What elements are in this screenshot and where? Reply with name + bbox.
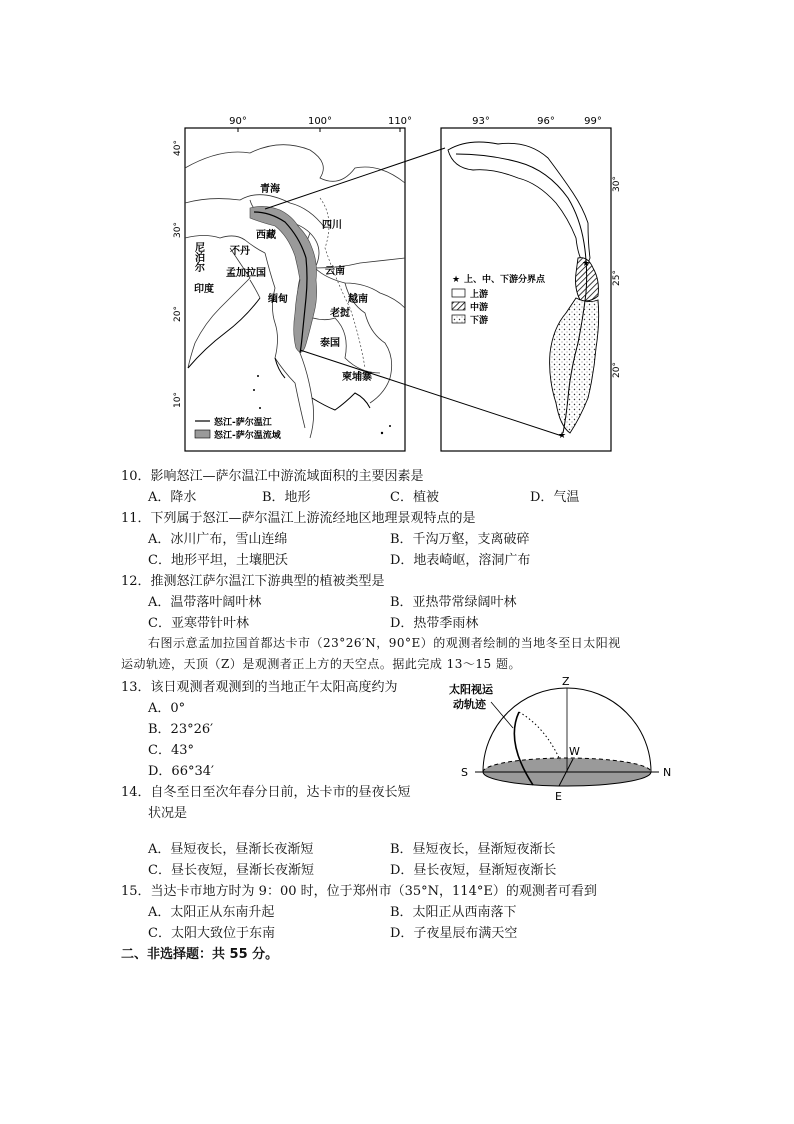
question-11-stem: 11．下列属于怒江—萨尔温江上游流经地区地理景观特点的是 bbox=[121, 511, 476, 526]
label-vietnam: 越南 bbox=[348, 294, 368, 305]
label-e: E bbox=[555, 790, 562, 803]
label-thailand: 泰国 bbox=[320, 338, 340, 349]
question-12-stem: 12．推测怒江萨尔温江下游典型的植被类型是 bbox=[121, 574, 385, 589]
right-lon-tick-93: 93° bbox=[472, 116, 490, 127]
question-14-option-b[interactable]: B．昼短夜长，昼渐短夜渐长 bbox=[390, 842, 556, 857]
label-w: W bbox=[569, 745, 580, 758]
question-12-option-d[interactable]: D．热带季雨林 bbox=[390, 616, 479, 631]
question-10-stem: 10．影响怒江—萨尔温江中游流域面积的主要因素是 bbox=[121, 469, 424, 484]
label-nepal: 尼泊尔 bbox=[192, 242, 204, 272]
section-2-heading: 二、非选择题：共 55 分。 bbox=[121, 947, 279, 962]
label-cambodia: 柬埔寨 bbox=[342, 372, 372, 383]
left-lat-tick-30: 30° bbox=[173, 222, 183, 238]
upper-reach-area bbox=[448, 142, 590, 268]
question-13-option-c[interactable]: C．43° bbox=[148, 743, 194, 758]
left-lon-tick-100: 100° bbox=[307, 116, 333, 127]
question-14-option-c[interactable]: C．昼长夜短，昼渐长夜渐短 bbox=[148, 863, 314, 878]
left-lat-tick-40: 40° bbox=[173, 140, 183, 156]
legend-river: 怒江-萨尔温江 bbox=[214, 418, 272, 428]
label-myanmar: 缅甸 bbox=[268, 294, 288, 305]
intro-line-2: 运动轨迹，天顶（Z）是观测者正上方的天空点。据此完成 13～15 题。 bbox=[121, 657, 522, 671]
question-13-option-b[interactable]: B．23°26′ bbox=[148, 722, 214, 737]
question-12-option-a[interactable]: A．温带落叶阔叶林 bbox=[148, 595, 262, 610]
left-lon-tick-110: 110° bbox=[387, 116, 413, 127]
sun-path-label-line-2: 动轨迹 bbox=[453, 698, 486, 711]
right-lat-tick-30: 30° bbox=[612, 176, 622, 192]
label-xizang: 西藏 bbox=[256, 230, 276, 241]
label-n: N bbox=[663, 766, 672, 779]
left-lat-tick-10: 10° bbox=[173, 392, 183, 408]
question-15-option-c[interactable]: C．太阳大致位于东南 bbox=[148, 926, 275, 941]
label-sichuan: 四川 bbox=[322, 220, 342, 231]
sun-path-hidden bbox=[519, 712, 560, 760]
label-yunnan: 云南 bbox=[325, 266, 345, 277]
legend-boundary-point: 上、中、下游分界点 bbox=[464, 275, 546, 285]
question-12-option-c[interactable]: C．亚寒带针叶林 bbox=[148, 616, 249, 631]
question-15-stem: 15．当达卡市地方时为 9：00 时，位于郑州市（35°N，114°E）的观测者可看到 bbox=[121, 884, 597, 899]
horizon-plane bbox=[483, 772, 651, 786]
sun-path-diagram bbox=[445, 672, 690, 812]
question-10-option-a[interactable]: A．降水 bbox=[148, 490, 197, 505]
legend-upper: 上游 bbox=[470, 290, 489, 300]
sun-path-label-line-1: 太阳视运 bbox=[449, 683, 493, 696]
label-bangladesh: 孟加拉国 bbox=[226, 268, 266, 279]
question-14-stem-line-2: 状况是 bbox=[148, 806, 188, 821]
legend-lower: 下游 bbox=[470, 316, 489, 326]
question-14-stem-line-1: 14．自冬至日至次年春分日前，达卡市的昼夜长短 bbox=[121, 785, 411, 800]
right-lat-tick-25: 25° bbox=[612, 270, 622, 286]
left-lat-tick-20: 20° bbox=[173, 306, 183, 322]
right-map bbox=[438, 108, 638, 458]
question-14-option-a[interactable]: A．昼短夜长，昼渐长夜渐短 bbox=[148, 842, 314, 857]
question-15-option-a[interactable]: A．太阳正从东南升起 bbox=[148, 905, 275, 920]
label-bhutan: 不丹 bbox=[230, 246, 250, 257]
question-10-option-c[interactable]: C．植被 bbox=[390, 490, 439, 505]
left-lon-tick-90: 90° bbox=[229, 116, 247, 127]
label-qinghai: 青海 bbox=[260, 184, 280, 195]
question-14-option-d[interactable]: D．昼长夜短，昼渐短夜渐长 bbox=[390, 863, 557, 878]
label-laos: 老挝 bbox=[330, 308, 350, 319]
right-lat-tick-20: 20° bbox=[612, 362, 622, 378]
question-10-option-d[interactable]: D．气温 bbox=[530, 490, 580, 505]
legend-middle: 中游 bbox=[470, 303, 489, 313]
question-10-option-b[interactable]: B．地形 bbox=[262, 490, 311, 505]
legend-star-icon: ★ bbox=[452, 275, 461, 285]
question-13-stem: 13．该日观测者观测到的当地正午太阳高度约为 bbox=[121, 680, 398, 695]
right-lon-tick-99: 99° bbox=[584, 116, 602, 127]
question-11-option-a[interactable]: A．冰川广布，雪山连绵 bbox=[148, 532, 288, 547]
question-15-option-d[interactable]: D．子夜星辰布满天空 bbox=[390, 926, 518, 941]
label-s: S bbox=[461, 766, 468, 779]
question-13-option-a[interactable]: A．0° bbox=[148, 701, 186, 716]
boundary-star-2: ★ bbox=[558, 431, 567, 441]
intro-line-1: 右图示意孟加拉国首都达卡市（23°26′N，90°E）的观测者绘制的当地冬至日太阳视 bbox=[148, 636, 621, 650]
lower-reach-area bbox=[550, 298, 599, 433]
question-13-option-d[interactable]: D．66°34′ bbox=[148, 764, 214, 779]
question-11-option-d[interactable]: D．地表崎岖，溶洞广布 bbox=[390, 553, 531, 568]
right-lon-tick-96: 96° bbox=[537, 116, 555, 127]
question-15-option-b[interactable]: B．太阳正从西南落下 bbox=[390, 905, 517, 920]
question-11-option-b[interactable]: B．千沟万壑，支离破碎 bbox=[390, 532, 530, 547]
map-connector bbox=[0, 0, 794, 460]
question-11-option-c[interactable]: C．地形平坦，土壤肥沃 bbox=[148, 553, 288, 568]
label-india: 印度 bbox=[194, 284, 214, 295]
legend-basin: 怒江-萨尔温流域 bbox=[214, 431, 281, 441]
boundary-star-1: ★ bbox=[582, 259, 591, 269]
question-12-option-b[interactable]: B．亚热带常绿阔叶林 bbox=[390, 595, 517, 610]
label-z: Z bbox=[562, 675, 570, 688]
